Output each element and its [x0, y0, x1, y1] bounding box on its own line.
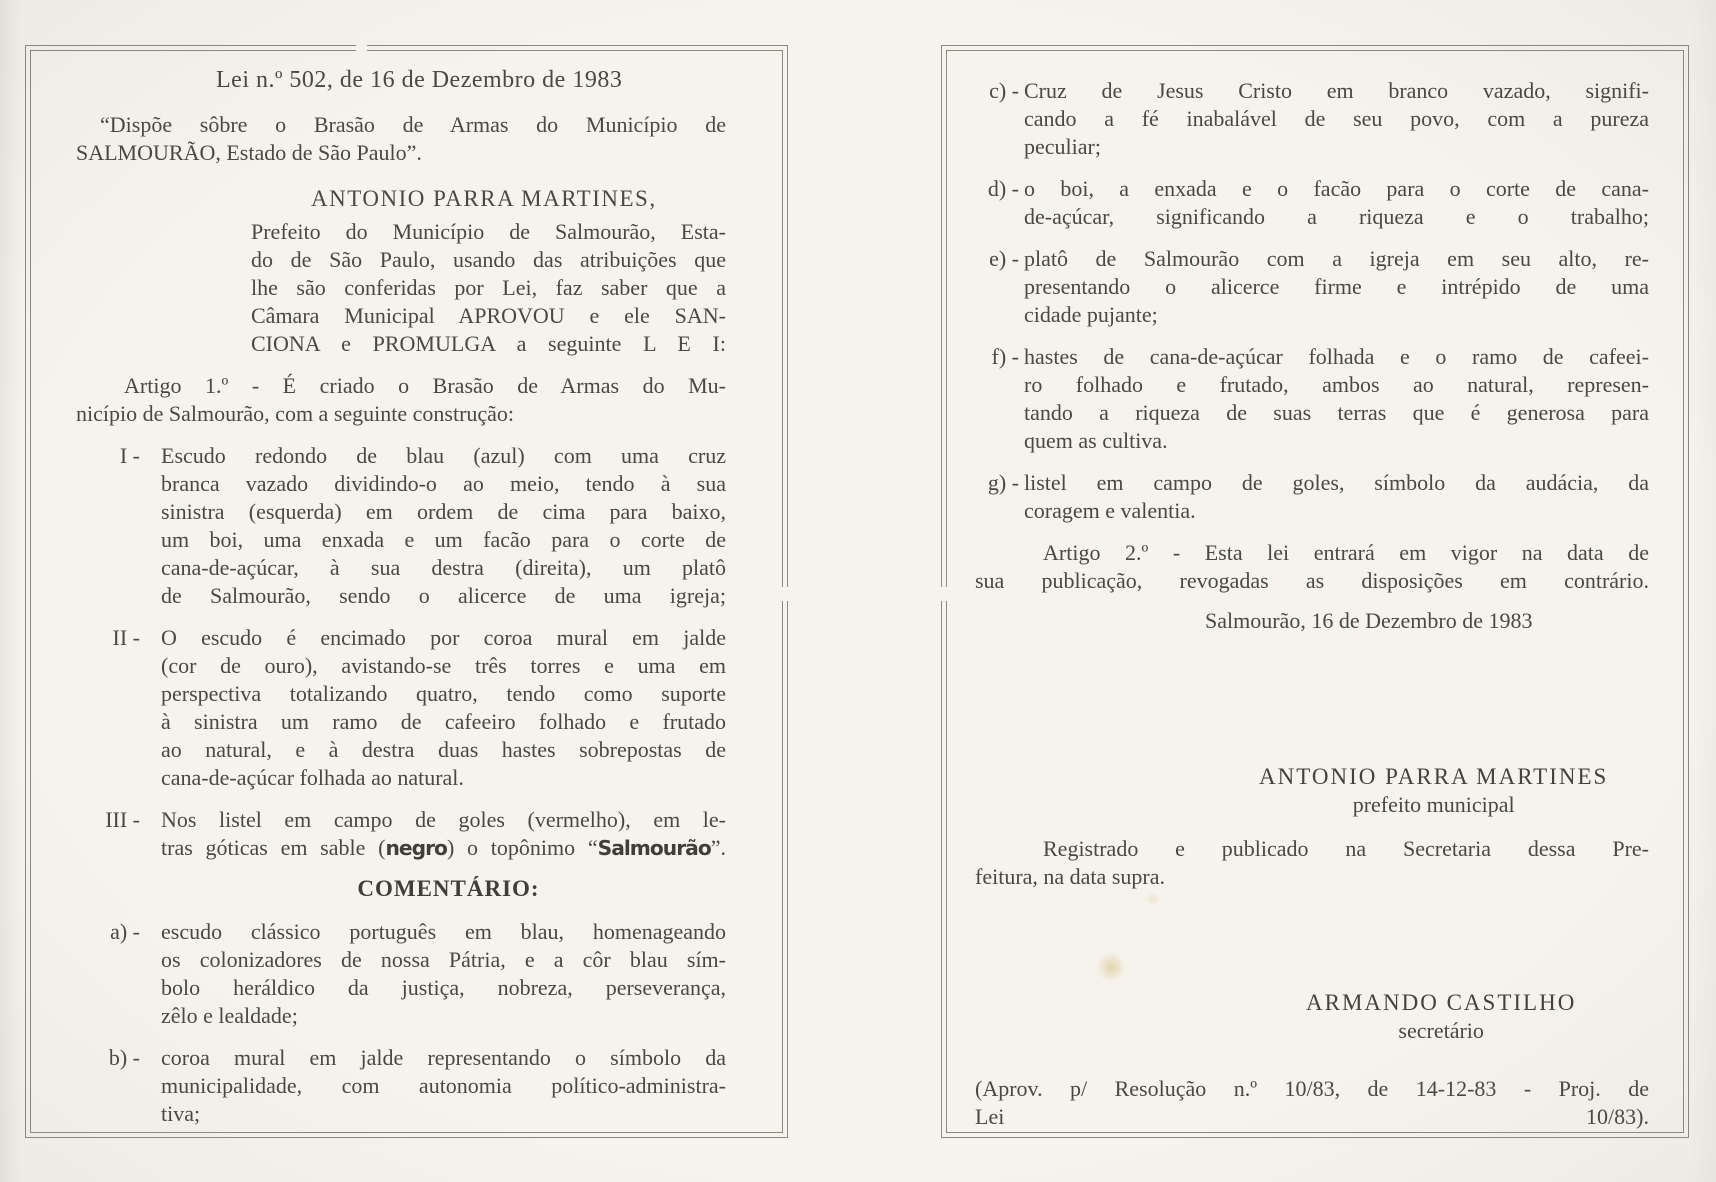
- right-page-border: [946, 50, 1684, 1133]
- mayor-name-heading: ANTONIO PARRA MARTINES,: [311, 186, 657, 211]
- text-line: Registrado e publicado na Secretaria dessa Pre-: [1043, 836, 1649, 861]
- text-line: ao natural, e à destra duas hastes sobrepostas de: [161, 737, 726, 762]
- clause-item: [975, 469, 1649, 525]
- clause-label: II -: [112, 625, 140, 650]
- text-line: cana-de-açúcar folhada ao natural.: [161, 765, 464, 790]
- text-line: Lei 10/83).: [975, 1104, 1649, 1129]
- text-line: tando a riqueza de suas terras que é generosa para: [1024, 400, 1649, 425]
- gothic-word: Salmourão: [597, 836, 711, 860]
- text-line: cana-de-açúcar, à sua destra (direita), um platô: [161, 555, 726, 580]
- text-line: cidade pujante;: [1024, 302, 1158, 327]
- clause-item: [76, 918, 726, 1030]
- text-line: hastes de cana-de-açúcar folhada e o ramo de cafeei-: [1024, 344, 1649, 369]
- border-seam-break: [935, 587, 959, 601]
- text-line: Prefeito do Município de Salmourão, Esta-: [251, 219, 726, 244]
- text-line: do de São Paulo, usando das atribuições que: [251, 247, 726, 272]
- clause-label: e) -: [989, 246, 1019, 271]
- clause-text: [1024, 77, 1649, 161]
- text-line: (Aprov. p/ Resolução n.º 10/83, de 14-12-83 - Proj. de: [975, 1076, 1649, 1101]
- comment-items: [76, 918, 726, 1128]
- text-line: branca vazado dividindo-o ao meio, tendo à sua: [161, 471, 726, 496]
- clause-text: [161, 442, 726, 610]
- text-line: nicípio de Salmourão, com a seguinte construção:: [76, 401, 515, 426]
- text-line: escudo clássico português em blau, homenageando: [161, 919, 726, 944]
- text-line: o boi, a enxada e o facão para o corte de cana-: [1024, 176, 1649, 201]
- clause-text: [1024, 175, 1649, 231]
- text-line: listel em campo de goles, símbolo da audácia, da: [1024, 470, 1649, 495]
- clause-text: [161, 624, 726, 792]
- clause-item: [975, 175, 1649, 231]
- text-line: sua publicação, revogadas as disposições em contrário.: [975, 568, 1649, 593]
- text-line: Nos listel em campo de goles (vermelho), em le-: [161, 807, 726, 832]
- text-line: bolo heráldico da justiça, nobreza, perseverança,: [161, 975, 726, 1000]
- text-line: tras góticas em sable (negro) o topônimo “Salmourão”.: [161, 835, 726, 860]
- text-line: quem as cultiva.: [1024, 428, 1168, 453]
- clause-label: g) -: [987, 470, 1019, 495]
- clause-label: f) -: [991, 344, 1019, 369]
- signature-secretary-name: ARMANDO CASTILHO: [1306, 990, 1577, 1015]
- text-line: Cruz de Jesus Cristo em branco vazado, signifi-: [1024, 78, 1649, 103]
- text-line: “Dispõe sôbre o Brasão de Armas do Município de: [100, 112, 726, 137]
- preamble: [251, 218, 726, 358]
- left-page: [25, 45, 788, 1138]
- clause-item: [975, 77, 1649, 161]
- text-line: municipalidade, com autonomia político-administra-: [161, 1073, 726, 1098]
- clause-label: d) -: [987, 176, 1019, 201]
- clause-label: c) -: [989, 78, 1019, 103]
- signature-secretary-role: secretário: [1398, 1018, 1484, 1043]
- text-line: feitura, na data supra.: [975, 864, 1165, 889]
- clause-text: [1024, 245, 1649, 329]
- signature-mayor-role: prefeito municipal: [1352, 792, 1515, 817]
- text-line: coroa mural em jalde representando o símbolo da: [161, 1045, 726, 1070]
- law-title: Lei n.º 502, de 16 de Dezembro de 1983: [216, 67, 623, 93]
- clause-label: a) -: [110, 919, 140, 944]
- text-line: Escudo redondo de blau (azul) com uma cruz: [161, 443, 726, 468]
- text-line: zêlo e lealdade;: [161, 1003, 298, 1028]
- clause-item: [76, 442, 726, 610]
- signature-mayor-name: ANTONIO PARRA MARTINES: [1259, 764, 1609, 789]
- article-2: [975, 539, 1649, 595]
- clause-text: [161, 918, 726, 1030]
- heraldry-items: [76, 442, 726, 862]
- signature-mayor: [1259, 763, 1608, 819]
- text-line: tiva;: [161, 1101, 201, 1126]
- signature-secretary: [1306, 989, 1576, 1045]
- text-line: perspectiva totalizando quatro, tendo como suporte: [161, 681, 726, 706]
- text-line: sinistra (esquerda) em ordem de cima para baixo,: [161, 499, 726, 524]
- text-line: O escudo é encimado por coroa mural em jalde: [161, 625, 726, 650]
- comentario-heading: COMENTÁRIO:: [357, 876, 540, 901]
- text-line: de Salmourão, sendo o alicerce de uma igreja;: [161, 583, 726, 608]
- text-line: Artigo 2.º - Esta lei entrará em vigor na data de: [1043, 540, 1649, 565]
- text-line: (cor de ouro), avistando-se três torres e uma em: [161, 653, 726, 678]
- registry-note: [975, 835, 1649, 891]
- text-line: coragem e valentia.: [1024, 498, 1196, 523]
- clause-label: b) -: [108, 1045, 140, 1070]
- text-line: os colonizadores de nossa Pátria, e a côr blau sím-: [161, 947, 726, 972]
- clause-label: III -: [105, 807, 140, 832]
- text-line: peculiar;: [1024, 134, 1101, 159]
- text-line: Câmara Municipal APROVOU e ele SAN-: [251, 303, 726, 328]
- clause-item: [975, 343, 1649, 455]
- text-line: ro folhado e frutado, ambos ao natural, represen-: [1024, 372, 1649, 397]
- text-line: de-açúcar, significando a riqueza e o trabalho;: [1024, 204, 1649, 229]
- text-line: à sinistra um ramo de cafeeiro folhado e frutado: [161, 709, 726, 734]
- text-line: lhe são conferidas por Lei, faz saber que a: [251, 275, 726, 300]
- clause-item: [76, 1044, 726, 1128]
- left-page-border: [30, 50, 783, 1133]
- right-page: [941, 45, 1689, 1138]
- border-seam-break: [777, 587, 801, 601]
- clause-text: [1024, 343, 1649, 455]
- clause-label: I -: [119, 443, 140, 468]
- article-1: [76, 372, 726, 428]
- clause-item: [76, 624, 726, 792]
- approval-note: [975, 1075, 1649, 1131]
- text-line: CIONA e PROMULGA a seguinte L E I:: [251, 331, 726, 356]
- comment-items-continued: [975, 77, 1649, 525]
- date-line: Salmourão, 16 de Dezembro de 1983: [1205, 608, 1533, 633]
- text-line: SALMOURÃO, Estado de São Paulo”.: [76, 140, 422, 165]
- clause-text: [161, 1044, 726, 1128]
- clause-item: [76, 806, 726, 862]
- text-line: cando a fé inabalável de seu povo, com a pureza: [1024, 106, 1649, 131]
- text-line: um boi, uma enxada e um facão para o corte de: [161, 527, 726, 552]
- law-summary: [76, 111, 726, 167]
- clause-item: [975, 245, 1649, 329]
- border-seam-break: [356, 41, 367, 55]
- text-line: platô de Salmourão com a igreja em seu alto, re-: [1024, 246, 1649, 271]
- gothic-word: negro: [385, 836, 447, 860]
- clause-text: [161, 806, 726, 862]
- text-line: presentando o alicerce firme e intrépido de uma: [1024, 274, 1649, 299]
- clause-text: [1024, 469, 1649, 525]
- text-line: Artigo 1.º - É criado o Brasão de Armas do Mu-: [124, 373, 726, 398]
